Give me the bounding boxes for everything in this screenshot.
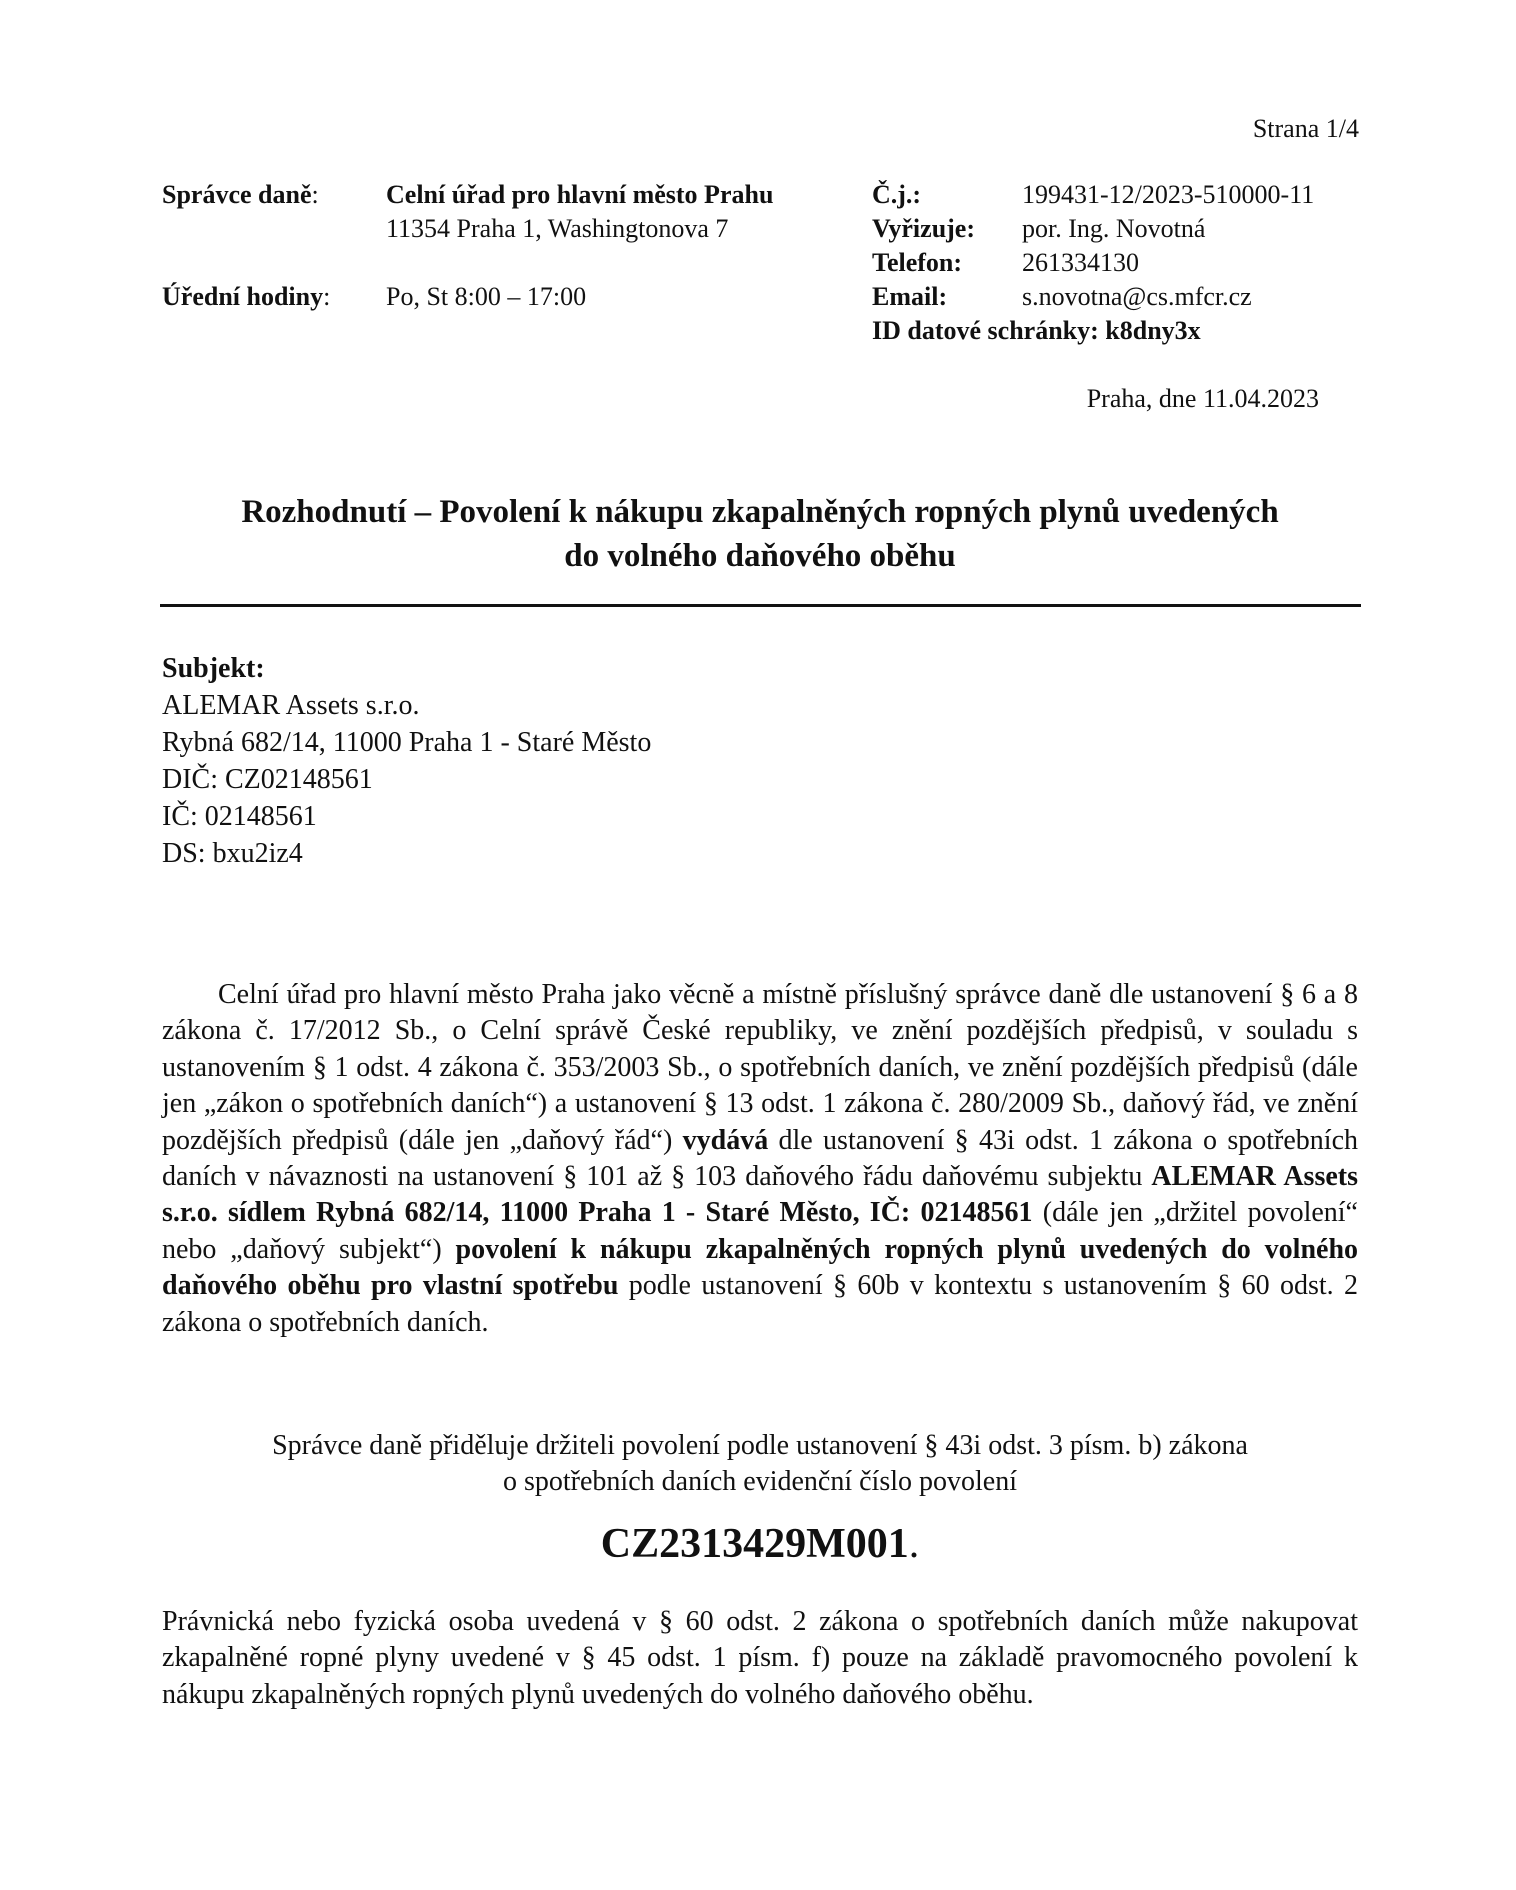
subject-dic: DIČ: CZ02148561 <box>162 764 373 795</box>
decision-text-e: (dále jen „držitel povolení“ nebo „daňový subjekt“) <box>162 1197 1358 1265</box>
phone-label: Telefon: <box>872 248 963 277</box>
reference-label: Č.j.: <box>872 180 922 209</box>
subject-name: ALEMAR Assets s.r.o. <box>162 690 420 721</box>
permit-description: povolení k nákupu zkapalněných ropných plynů uvedených do volného daňového oběhu pro vlastní spotřebu <box>162 1233 1359 1302</box>
permit-number-value: CZ2313429M001 <box>600 1521 909 1567</box>
document-title-line2: do volného daňového oběhu <box>564 538 956 574</box>
decision-text-g: podle ustanovení § 60b v kontextu s ustanovením § 60 odst. 2 zákona o spotřebních daních. <box>162 1270 1358 1338</box>
authority-label-row <box>162 178 319 212</box>
handler-value: por. Ing. Novotná <box>1022 214 1206 243</box>
office-hours-label-row <box>162 280 330 314</box>
legal-note-paragraph: Právnická nebo fyzická osoba uvedená v § 60 odst. 2 zákona o spotřebních daních může nakupovat zkapalněné ropné plyny uvedené v § 45 odst. 1 písm. f) pouze na základě pravomocného povolení k nákupu zkapalněných ropných plynů uvedených do volného daňového oběhu. <box>162 1606 1358 1710</box>
decision-verb: vydává <box>682 1124 769 1156</box>
decision-paragraph <box>162 977 1358 1341</box>
assignment-line2: o spotřebních daních evidenční číslo povolení <box>503 1466 1017 1498</box>
reference-value: 199431-12/2023-510000-11 <box>1022 180 1315 209</box>
office-hours-colon: : <box>323 282 331 311</box>
taxpayer-identification: ALEMAR Assets s.r.o. sídlem Rybná 682/14, 11000 Praha 1 - Staré Město, IČ: 02148561 <box>162 1161 1359 1229</box>
subject-ic: IČ: 02148561 <box>162 801 317 832</box>
databox-label: ID datové schránky: <box>872 316 1099 345</box>
authority-name: Celní úřad pro hlavní město Prahu <box>386 180 774 209</box>
subject-label: Subjekt: <box>162 653 265 684</box>
permit-number <box>162 1518 1358 1570</box>
decision-text-a: Celní úřad pro hlavní město Praha jako věcně a místně příslušný správce daně dle ustanovení § 6 a 8 zákona č. 17/2012 Sb., o Celní správě České republiky, ve znění pozdějších předpisů, v souladu s ustanovením § 1 odst. 4 zákona č. 353/2003 Sb., o spotřebních daních, ve znění pozdějších předpisů (dále jen „zákon o spotřebních daních“) a ustanovení § 13 odst. 1 zákona č. 280/2009 Sb., daňový řád, ve znění pozdějších předpisů (dále jen „daňový řád“) <box>162 979 1358 1156</box>
office-hours-label: Úřední hodiny <box>162 282 324 311</box>
document-title <box>160 490 1360 578</box>
title-divider <box>160 604 1361 607</box>
document-title-line1: Rozhodnutí – Povolení k nákupu zkapalněných ropných plynů uvedených <box>241 494 1279 530</box>
place-date: Praha, dne 11.04.2023 <box>1086 384 1319 413</box>
databox-row <box>872 314 1201 348</box>
subject-ds: DS: bxu2iz4 <box>162 838 303 869</box>
authority-address: 11354 Praha 1, Washingtonova 7 <box>386 214 729 243</box>
assignment-line1: Správce daně přiděluje držiteli povolení podle ustanovení § 43i odst. 3 písm. b) zákona <box>272 1430 1248 1461</box>
phone-value: 261334130 <box>1022 248 1139 277</box>
permit-number-dot: . <box>908 1521 920 1567</box>
subject-address: Rybná 682/14, 11000 Praha 1 - Staré Město <box>162 727 652 758</box>
office-hours-value: Po, St 8:00 – 17:00 <box>386 282 587 311</box>
decision-text-c: dle ustanovení § 43i odst. 1 zákona o spotřebních daních v návaznosti na ustanovení § 101 až § 103 daňového řádu daňovému subjektu <box>162 1124 1358 1193</box>
databox-value: k8dny3x <box>1105 316 1201 345</box>
handler-label: Vyřizuje: <box>872 214 976 243</box>
email-label: Email: <box>872 282 948 311</box>
assignment-paragraph <box>162 1428 1358 1501</box>
email-value: s.novotna@cs.mfcr.cz <box>1022 282 1252 311</box>
subject-block <box>162 650 651 872</box>
page-number: Strana 1/4 <box>1252 114 1359 143</box>
authority-label: Správce daně <box>162 180 312 209</box>
authority-colon: : <box>311 180 319 209</box>
